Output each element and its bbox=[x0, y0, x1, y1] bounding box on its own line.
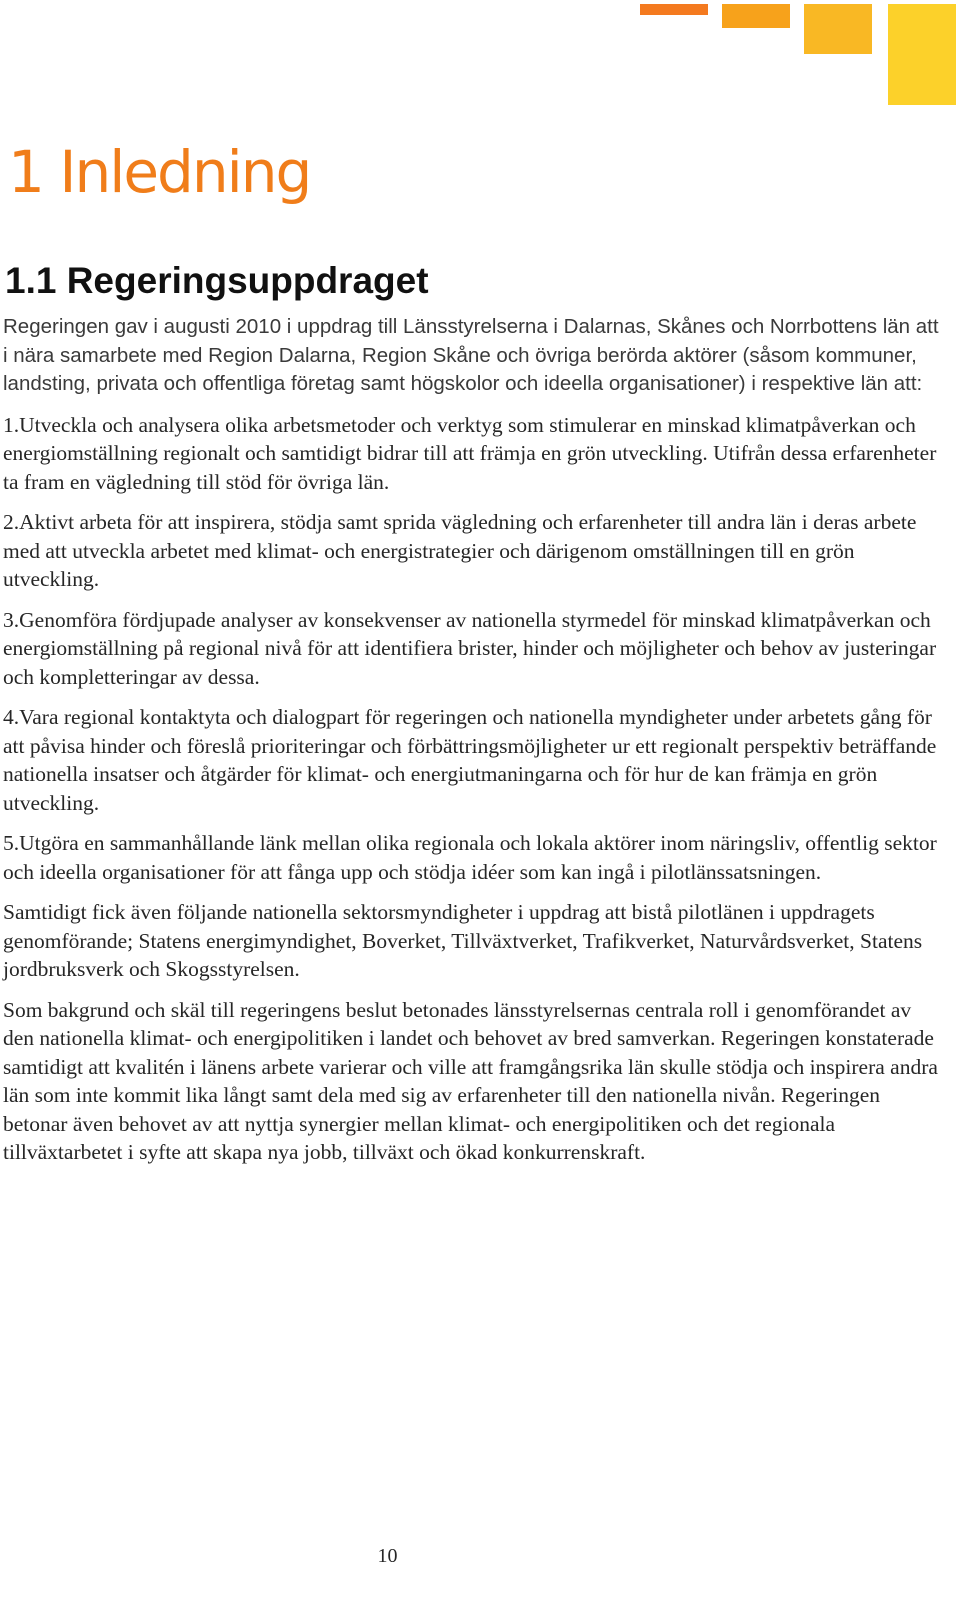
list-item-text: Genomföra fördjupade analyser av konsekvenser av nationella styrmedel för minskad klimatpåverkan och energiomställning på regional nivå för att identifiera brister, hinder och möjligheter och behov av justeringar och kompletteringar av dessa. bbox=[3, 607, 937, 689]
list-item-text: Utveckla och analysera olika arbetsmetoder och verktyg som stimulerar en minskad klimatpåverkan och energiomställning regionalt och samtidigt bidrar till att främja en grön utveckling. Utifrån dessa erfarenheter ta fram en vägledning till stöd för övriga län. bbox=[3, 412, 937, 494]
page-number: 10 bbox=[377, 1545, 398, 1567]
header-accent-bar-3 bbox=[804, 4, 872, 54]
list-item-text: Aktivt arbeta för att inspirera, stödja samt sprida vägledning och erfarenheter till andra län i deras arbete med att utveckla arbetet med klimat- och energistrategier och därigenom omställningen till en grön utveckling. bbox=[3, 510, 917, 591]
list-item bbox=[3, 829, 943, 886]
body-paragraph: Samtidigt fick även följande nationella sektorsmyndigheter i uppdrag att bistå pilotlänen i uppdragets genomförande; Statens energimyndighet, Boverket, Tillväxtverket, Trafikverket, Naturvårdsverket, Statens jordbruksverk och Skogsstyrelsen. bbox=[3, 900, 923, 981]
list-item bbox=[3, 703, 943, 817]
numbered-list bbox=[3, 411, 943, 887]
chapter-title: 1 Inledning bbox=[8, 138, 311, 206]
list-item-number: 1. bbox=[3, 412, 20, 437]
header-accent-bar-1 bbox=[640, 4, 708, 15]
document-body bbox=[3, 313, 943, 1179]
section-title: 1.1 Regeringsuppdraget bbox=[5, 260, 429, 301]
list-item-number: 2. bbox=[3, 510, 20, 534]
list-item bbox=[3, 508, 943, 594]
header-accent-bar-2 bbox=[722, 4, 790, 28]
list-item-number: 5. bbox=[3, 831, 20, 855]
list-item-number: 3. bbox=[3, 607, 20, 632]
header-accent-bar-4 bbox=[888, 4, 956, 105]
list-item bbox=[3, 411, 943, 497]
list-item-text: Vara regional kontaktyta och dialogpart för regeringen och nationella myndigheter under arbetets gång för att påvisa hinder och föreslå prioriteringar och förbättringsmöjligheter ur ett regionalt perspektiv beträffande nationella insatser och åtgärder för klimat- och energiutmaningarna och för hur de kan främja en grön utveckling. bbox=[3, 705, 937, 815]
list-item bbox=[3, 606, 943, 692]
body-paragraph: Som bakgrund och skäl till regeringens beslut betonades länsstyrelsernas centrala roll i genomförandet av den nationella klimat- och energipolitiken i landet och behovet av bred samverkan. Regeringen konstaterade samtidigt att kvalitén i länens arbete varierar och ville att framgångsrika län skulle stödja och inspirera andra län som inte kommit lika långt samt dela med sig av erfarenheter till den nationella nivån. Regeringen betonar även behovet av att nyttja synergier mellan klimat- och energipolitiken och det regionala tillväxtarbetet i syfte att skapa nya jobb, tillväxt och ökad konkurrenskraft. bbox=[3, 997, 938, 1164]
intro-paragraph: Regeringen gav i augusti 2010 i uppdrag till Länsstyrelserna i Dalarnas, Skånes och Norrbottens län att i nära samarbete med Region Dalarna, Region Skåne och övriga berörda aktörer (såsom kommuner, landsting, privata och offentliga företag samt högskolor och ideella organisationer) i respektive län att: bbox=[3, 315, 939, 395]
list-item-number: 4. bbox=[3, 705, 20, 729]
list-item-text: Utgöra en sammanhållande länk mellan olika regionala och lokala aktörer inom näringsliv, offentlig sektor och ideella organisationer för att fånga upp och stödja idéer som kan ingå i pilotlänssatsningen. bbox=[3, 831, 937, 884]
